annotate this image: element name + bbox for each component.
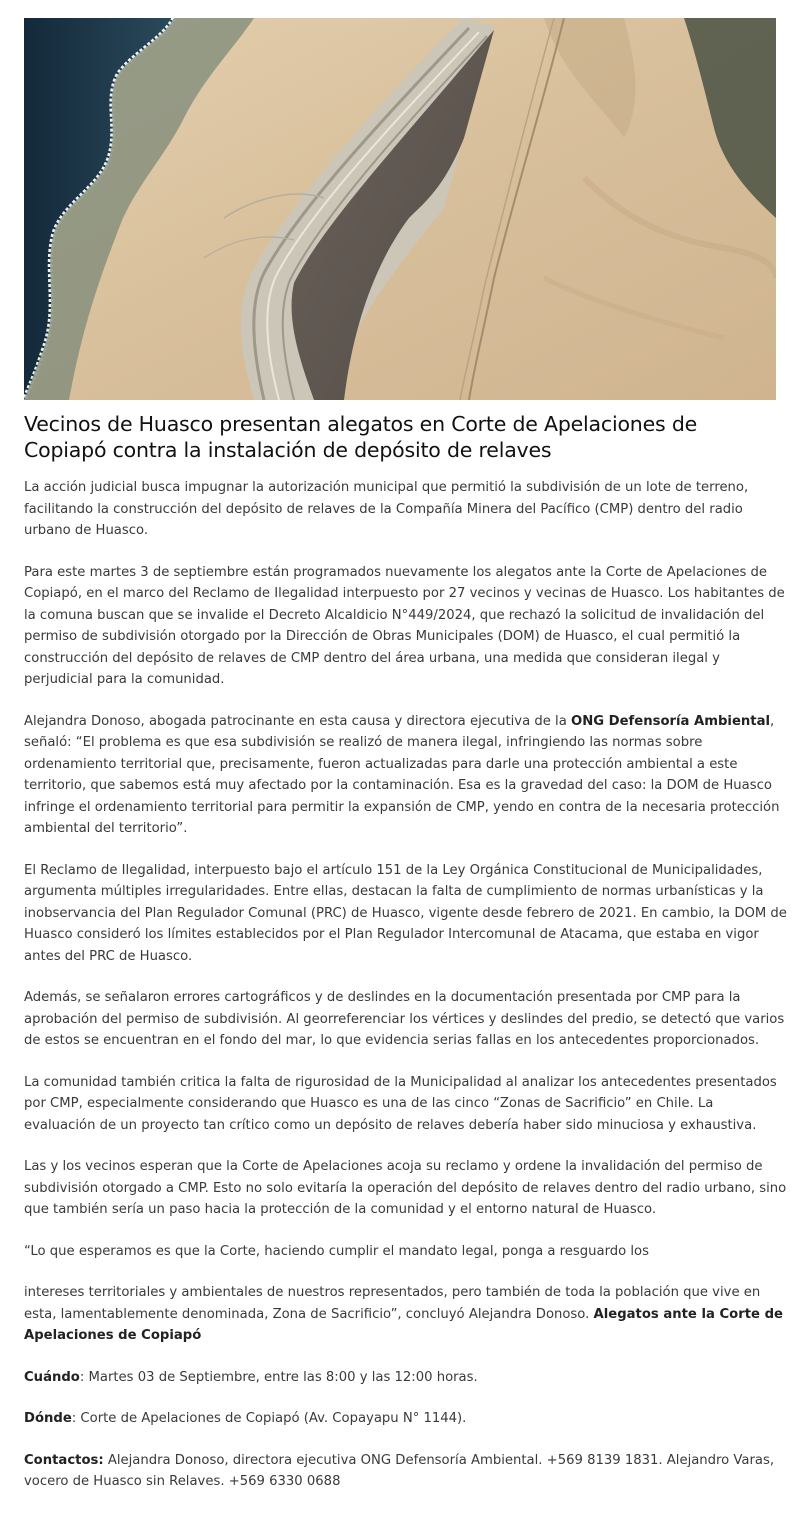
paragraph-8-text: intereses territoriales y ambientales de nuestros representados, pero también de toda la población que vive en esta, lamentablemente denominada, Zona de Sacrificio”, concluyó Alejandra Donoso.	[24, 1285, 761, 1322]
paragraph-6: Las y los vecinos esperan que la Corte de Apelaciones acoja su reclamo y ordene la invalidación del permiso de subdivisión otorgado a CMP. Esto no solo evitaría la operación del depósito de relaves dentro del radio urbano, sino que también sería un paso hacia la protección de la comunidad y el entorno natural de Huasco.	[24, 1159, 787, 1217]
paragraph-1: Para este martes 3 de septiembre están programados nuevamente los alegatos ante la Corte de Apelaciones de Copiapó, en el marco del Reclamo de Ilegalidad interpuesto por 27 vecinos y vecinas de Huasco. Los habitantes de la comuna buscan que se invalide el Decreto Alcaldicio N°449/2024, que rechazó la solicitud de invalidación del permiso de subdivisión otorgado por la Dirección de Obras Municipales (DOM) de Huasco, el cual permitió la construcción del depósito de relaves de CMP dentro del área urbana, una medida que consideran ilegal y perjudicial para la comunidad.	[24, 564, 785, 687]
paragraph-5: La comunidad también critica la falta de rigurosidad de la Municipalidad al analizar los antecedentes presentados por CMP, especialmente considerando que Huasco es una de las cinco “Zonas de Sacrificio” en Chile. La evaluación de un proyecto tan crítico como un depósito de relaves debería haber sido minuciosa y exhaustiva.	[24, 1074, 777, 1133]
article-body	[24, 477, 788, 1513]
paragraph-3: El Reclamo de Ilegalidad, interpuesto bajo el artículo 151 de la Ley Orgánica Constitucional de Municipalidades, argumenta múltiples irregularidades. Entre ellas, destacan la falta de cumplimiento de normas urbanísticas y la inobservancia del Plan Regulador Comunal (PRC) de Huasco, vigente desde febrero de 2021. En cambio, la DOM de Huasco consideró los límites establecidos por el Plan Regulador Intercomunal de Atacama, que estaba en vigor antes del PRC de Huasco.	[24, 862, 787, 964]
contacts-value: Alejandra Donoso, directora ejecutiva ONG Defensoría Ambiental. +569 8139 1831. Alejandro Varas, vocero de Huasco sin Relaves. +569 6330 0688	[24, 1452, 775, 1489]
paragraph-4: Además, se señalaron errores cartográficos y de deslindes en la documentación presentada por CMP para la aprobación del permiso de subdivisión. Al georreferenciar los vértices y deslindes del predio, se detectó que varios de estos se encuentran en el fondo del mar, lo que evidencia serias fallas en los antecedentes proporcionados.	[24, 990, 785, 1048]
when-line	[24, 1367, 788, 1389]
contacts-line	[24, 1450, 788, 1493]
contacts-label: Contactos:	[24, 1452, 104, 1468]
article-title: Vecinos de Huasco presentan alegatos en Corte de Apelaciones de Copiapó contra la instalación de depósito de relaves	[24, 412, 698, 462]
when-value: : Martes 03 de Septiembre, entre las 8:00 y las 12:00 horas.	[79, 1369, 478, 1385]
hero-image	[24, 18, 776, 400]
aerial-photo-tailings-dam	[24, 18, 776, 400]
paragraph-7: “Lo que esperamos es que la Corte, haciendo cumplir el mandato legal, ponga a resguardo los	[24, 1243, 650, 1259]
ong-link[interactable]: ONG Defensoría Ambiental	[570, 713, 770, 729]
where-label: Dónde	[24, 1411, 72, 1426]
where-line	[24, 1408, 788, 1430]
paragraph-2-text-before: Alejandra Donoso, abogada patrocinante en esta causa y directora ejecutiva de la	[24, 713, 571, 729]
paragraph-2	[24, 711, 788, 840]
hearing-heading: Alegatos ante la Corte de Apelaciones de Copiapó	[24, 1306, 783, 1343]
where-value: : Corte de Apelaciones de Copiapó (Av. Copayapu N° 1144).	[71, 1411, 467, 1426]
paragraph-8	[24, 1282, 788, 1347]
paragraph-2-text-after: , señaló: “El problema es que esa subdivisión se realizó de manera ilegal, infringiendo las normas sobre ordenamiento territorial que, precisamente, fueron actualizadas para darle una protección ambiental a este territorio, que sabemos está muy afectado por la contaminación. Esa es la gravedad del caso: la DOM de Huasco infringe el ordenamiento territorial para permitir la expansión de CMP, yendo en contra de la necesaria protección ambiental del territorio”.	[24, 713, 780, 836]
when-label: Cuándo	[24, 1369, 80, 1385]
article-lead: La acción judicial busca impugnar la autorización municipal que permitió la subdivisión de un lote de terreno, facilitando la construcción del depósito de relaves de la Compañía Minera del Pacífico (CMP) dentro del radio urbano de Huasco.	[24, 480, 749, 538]
